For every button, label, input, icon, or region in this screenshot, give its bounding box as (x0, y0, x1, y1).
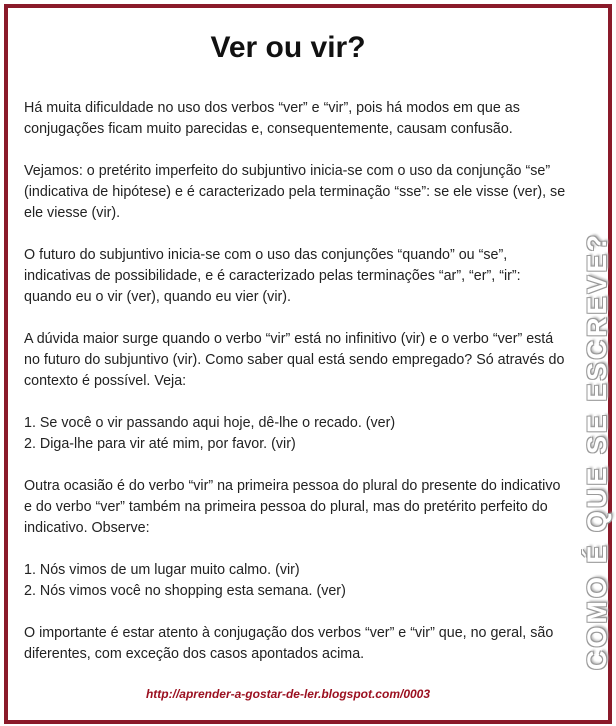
page-title: Ver ou vir? (210, 31, 366, 64)
list-item: 1. Nós vimos de um lugar muito calmo. (vir) (24, 562, 300, 578)
list-item: 2. Nós vimos você no shopping esta semana. (ver) (24, 583, 346, 599)
side-watermark: COMO É QUE SE ESCREVE? (582, 231, 612, 670)
paragraph-conclusion: O importante é estar atento à conjugação dos verbos “ver” e “vir” que, no geral, são diferentes, com exceção dos casos apontados acima. (24, 625, 554, 662)
paragraph-main-doubt: A dúvida maior surge quando o verbo “vir” está no infinitivo (vir) e o verbo “ver” está no futuro do subjuntivo (vir). Como saber qual está sendo empregado? Só através do contexto é possível. Veja: (24, 331, 565, 389)
article-body (24, 98, 572, 686)
article-card (4, 4, 612, 724)
example-list-1 (24, 413, 572, 455)
footer-url[interactable]: http://aprender-a-gostar-de-ler.blogspot.com/0003 (145, 687, 431, 701)
paragraph-plural-case: Outra ocasião é do verbo “vir” na primeira pessoa do plural do presente do indicativo e do verbo “ver” também na primeira pessoa do plural, mas do pretérito perfeito do indicativo. Observe: (24, 478, 561, 536)
example-list-2 (24, 560, 572, 602)
paragraph-imperfect-subjunctive: Vejamos: o pretérito imperfeito do subjuntivo inicia-se com o uso da conjunção “se” (indicativa de hipótese) e é caracterizado pela terminação “sse”: se ele visse (ver), se ele viesse (vir). (24, 163, 566, 221)
list-item: 2. Diga-lhe para vir até mim, por favor. (vir) (24, 436, 296, 452)
paragraph-intro: Há muita dificuldade no uso dos verbos “ver” e “vir”, pois há modos em que as conjugações ficam muito parecidas e, consequentemente, causam confusão. (24, 100, 520, 137)
paragraph-future-subjunctive: O futuro do subjuntivo inicia-se com o uso das conjunções “quando” ou “se”, indicativas de possibilidade, e é caracterizado pelas terminações “ar”, “er”, “ir”: quando eu o vir (ver), quando eu vier (vir). (24, 247, 521, 305)
list-item: 1. Se você o vir passando aqui hoje, dê-lhe o recado. (ver) (24, 415, 396, 431)
